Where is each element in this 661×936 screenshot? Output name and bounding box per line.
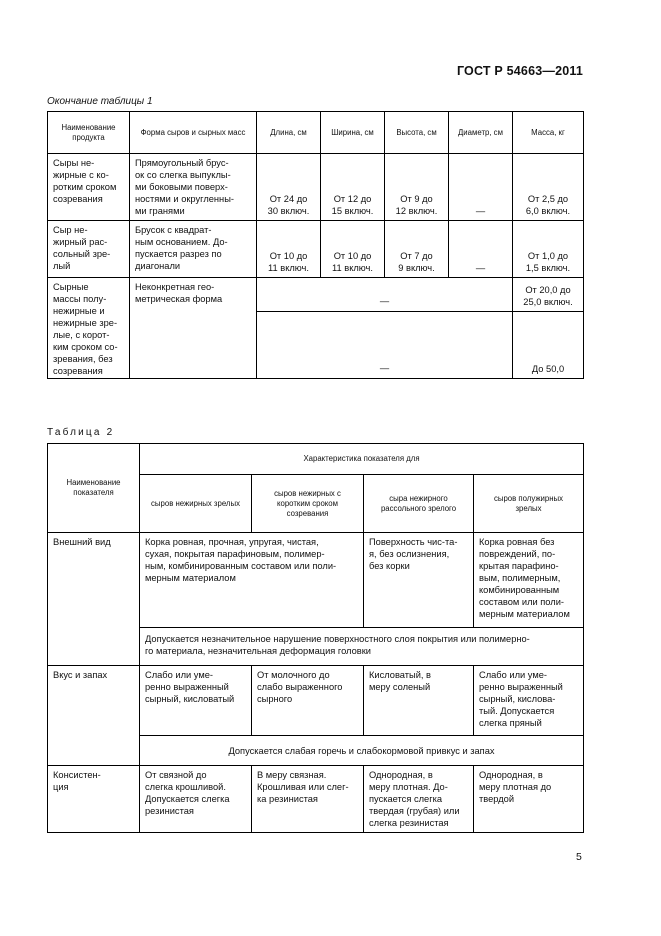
table-row: [48, 666, 584, 736]
t2-cell: Слабо или уме- ренно выраженный сырный, кислова- тый. Допускается слегка пряный: [474, 666, 584, 736]
t1-mass: До 50,0: [513, 312, 584, 379]
t1-dims-dash: —: [257, 312, 513, 379]
t1-length: От 24 до 30 включ.: [257, 154, 321, 221]
t1-width: От 12 до 15 включ.: [321, 154, 385, 221]
t1-width: От 10 до 11 включ.: [321, 221, 385, 278]
t2-header-group: Характеристика показателя для: [140, 444, 584, 475]
t1-dims-dash: —: [257, 278, 513, 312]
table-row: [48, 533, 584, 628]
table-row: [48, 221, 584, 278]
t2-row-name: Вкус и запах: [48, 666, 140, 766]
t2-cell: Корка ровная без повреждений, по- крытая парафино- вым, полимерным, комбинированным составом или поли- мерным материалом: [474, 533, 584, 628]
t2-cell: Корка ровная, прочная, упругая, чистая, сухая, покрытая парафиновым, полимер- ным, комбинированным составом или поли- мерным материалом: [140, 533, 364, 628]
t1-header-height: Высота, см: [385, 112, 449, 154]
t1-height: От 9 до 12 включ.: [385, 154, 449, 221]
t1-length: От 10 до 11 включ.: [257, 221, 321, 278]
t2-cell: От молочного до слабо выраженного сырного: [252, 666, 364, 736]
t1-diameter: —: [449, 221, 513, 278]
t2-cell: Слабо или уме- ренно выраженный сырный, кисловатый: [140, 666, 252, 736]
document-header: ГОСТ Р 54663—2011: [456, 64, 583, 78]
table2: [47, 443, 584, 833]
t2-cell: Поверхность чис-та- я, без ослизнения, без корки: [364, 533, 474, 628]
t2-header-name: Наименование показателя: [48, 444, 140, 533]
t2-cell: Однородная, в меру плотная до твердой: [474, 766, 584, 833]
t1-header-shape: Форма сыров и сырных масс: [130, 112, 257, 154]
t2-col-header: сыра нежирного рассольного зрелого: [364, 475, 474, 533]
t2-col-header: сыров нежирных зрелых: [140, 475, 252, 533]
t2-note: Допускается незначительное нарушение поверхностного слоя покрытия или полимерно- го материала, незначительная деформация головки: [140, 628, 584, 666]
table1: [47, 111, 584, 379]
t1-product-name: Сыры не- жирные с ко- ротким сроком созревания: [48, 154, 130, 221]
table-row: [48, 154, 584, 221]
table-row: [48, 278, 584, 312]
t2-col-header: сыров нежирных с коротким сроком созревания: [252, 475, 364, 533]
table1-caption: Окончание таблицы 1: [47, 96, 153, 107]
t1-header-name: Наименование продукта: [48, 112, 130, 154]
t1-shape: Неконкретная гео- метрическая форма: [130, 278, 257, 379]
t2-cell: Кисловатый, в меру соленый: [364, 666, 474, 736]
t1-diameter: —: [449, 154, 513, 221]
t2-col-header: сыров полужирных зрелых: [474, 475, 584, 533]
t2-row-name: Внешний вид: [48, 533, 140, 666]
t1-product-name: Сыр не- жирный рас- сольный зре- лый: [48, 221, 130, 278]
t1-shape: Брусок с квадрат- ным основанием. До- пускается разрез по диагонали: [130, 221, 257, 278]
t2-cell: В меру связная. Крошливая или слег- ка резинистая: [252, 766, 364, 833]
t1-height: От 7 до 9 включ.: [385, 221, 449, 278]
t1-mass: От 2,5 до 6,0 включ.: [513, 154, 584, 221]
t1-product-name: Сырные массы полу- нежирные и нежирные зре- лые, с корот- ким сроком со- зревания, без созревания: [48, 278, 130, 379]
t1-header-length: Длина, см: [257, 112, 321, 154]
page-number: 5: [576, 851, 582, 863]
t2-note: Допускается слабая горечь и слабокормовой привкус и запах: [140, 736, 584, 766]
t1-mass: От 20,0 до 25,0 включ.: [513, 278, 584, 312]
t2-cell: От связной до слегка крошливой. Допускается слегка резинистая: [140, 766, 252, 833]
t1-header-diameter: Диаметр, см: [449, 112, 513, 154]
t1-shape: Прямоугольный брус- ок со слегка выпуклы- ми боковыми поверх- ностями и округленны- ми гранями: [130, 154, 257, 221]
table2-caption: Таблица 2: [47, 427, 115, 438]
t1-header-mass: Масса, кг: [513, 112, 584, 154]
table-row: [48, 766, 584, 833]
t1-mass: От 1,0 до 1,5 включ.: [513, 221, 584, 278]
t2-row-name: Консистен- ция: [48, 766, 140, 833]
t1-header-width: Ширина, см: [321, 112, 385, 154]
t2-cell: Однородная, в меру плотная. До- пускается слегка твердая (грубая) или слегка резинистая: [364, 766, 474, 833]
